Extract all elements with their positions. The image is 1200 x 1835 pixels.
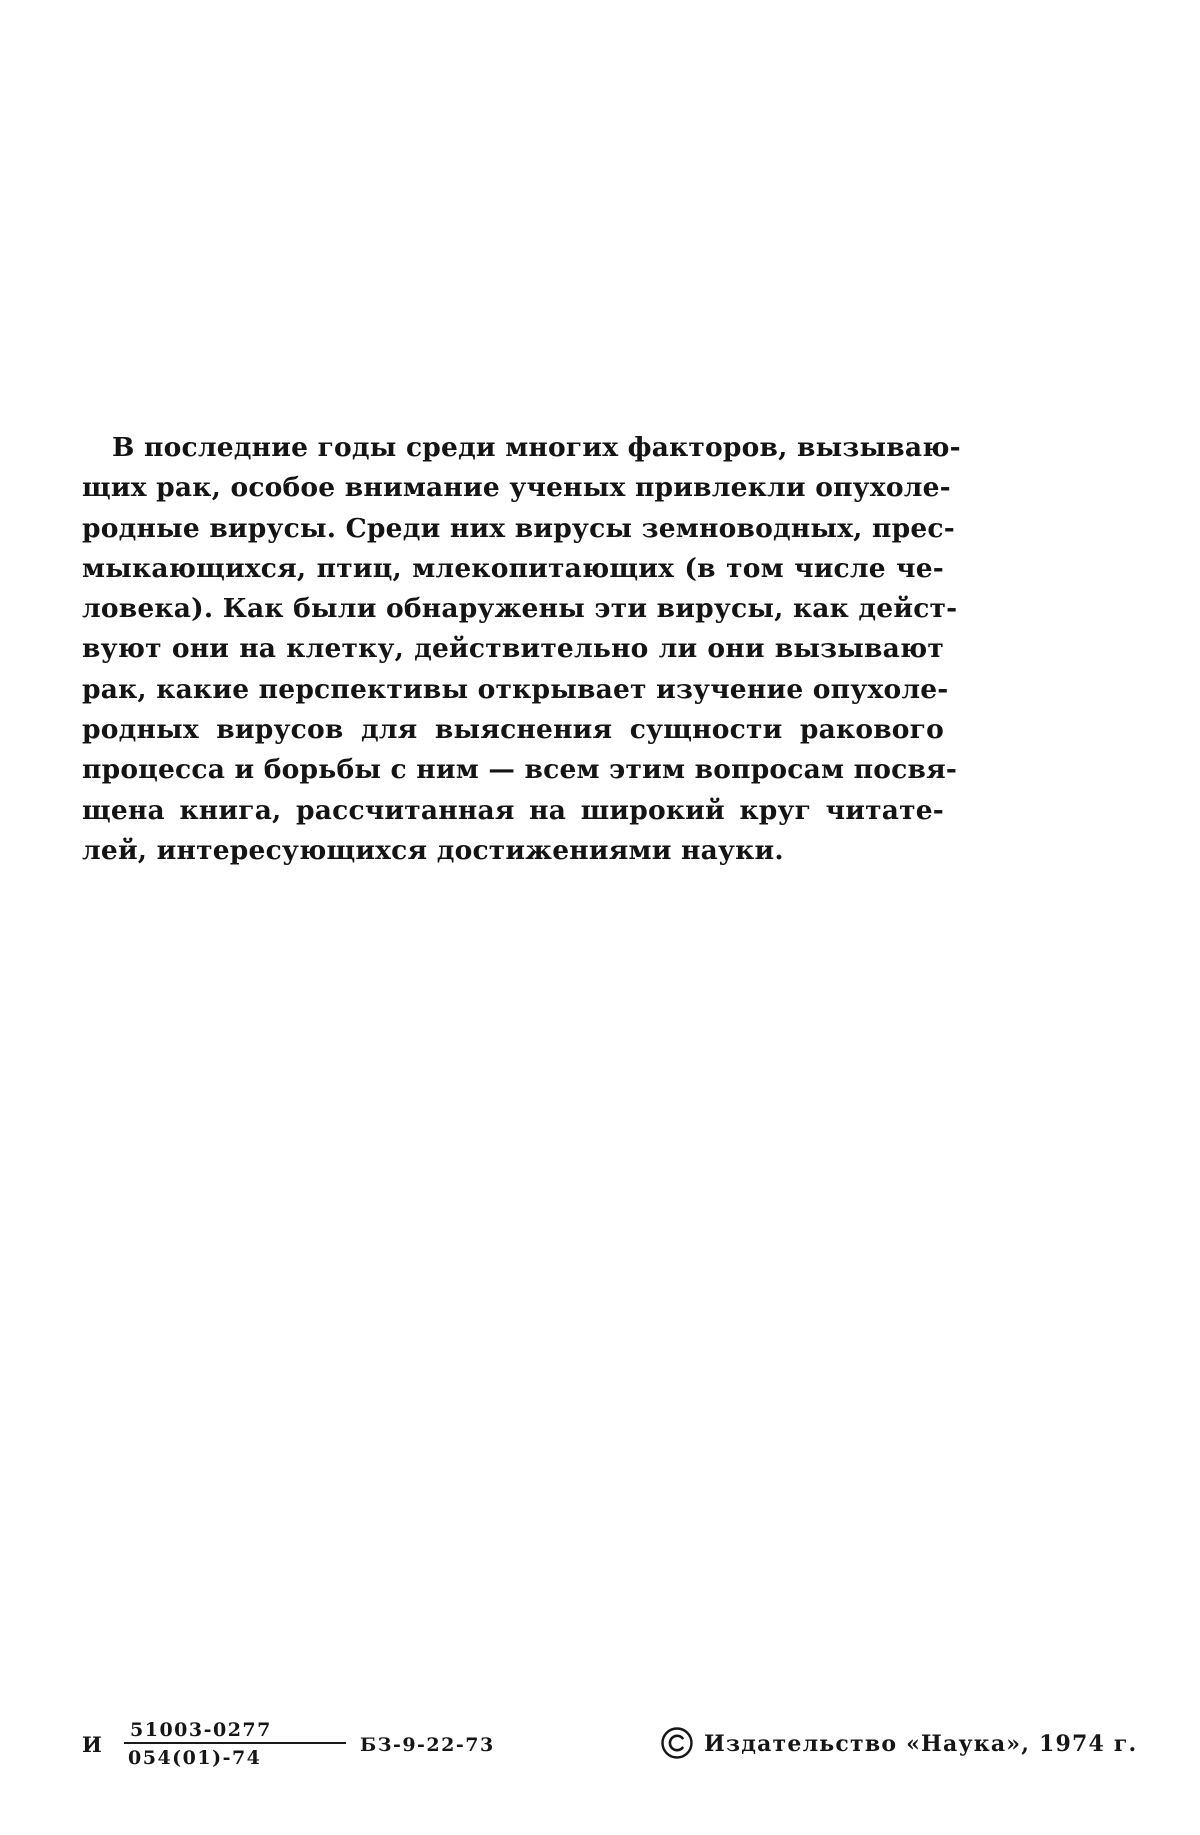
- publication-imprint: [82, 1718, 1138, 1788]
- imprint-numerator: 51003-0277: [124, 1718, 346, 1744]
- annotation-line: ловека). Как были обнаружены эти вирусы, как дейст-: [82, 593, 958, 625]
- copyright-notice: [660, 1728, 1137, 1762]
- annotation-line: рак, какие перспективы открывает изучение опухоле-: [82, 673, 949, 705]
- imprint-index-letter: И: [82, 1732, 103, 1757]
- annotation-line: родных вирусов для выяснения сущности ракового: [82, 714, 944, 746]
- annotation-line: родные вирусы. Среди них вирусы земноводных, прес-: [82, 512, 955, 544]
- copyright-text: Издательство «Наука», 1974 г.: [704, 1731, 1138, 1757]
- annotation-line: щена книга, рассчитанная на широкий круг читате-: [82, 794, 944, 826]
- annotation-line: лей, интересующихся достижениями науки.: [82, 834, 784, 866]
- imprint-fraction: [124, 1718, 350, 1772]
- book-annotation: [82, 428, 961, 871]
- annotation-line: щих рак, особое внимание ученых привлекли опухоле-: [82, 472, 951, 504]
- imprint-denominator: 054(01)-74: [128, 1747, 262, 1769]
- annotation-line: вуют они на клетку, действительно ли они вызывают: [82, 633, 944, 665]
- annotation-line: В последние годы среди многих факторов, вызываю-: [112, 432, 961, 463]
- imprint-code: БЗ-9-22-73: [360, 1734, 495, 1756]
- copyright-icon: [660, 1726, 694, 1760]
- annotation-line: мыкающихся, птиц, млекопитающих (в том числе че-: [82, 552, 944, 584]
- annotation-line: процесса и борьбы с ним — всем этим вопросам посвя-: [82, 754, 958, 786]
